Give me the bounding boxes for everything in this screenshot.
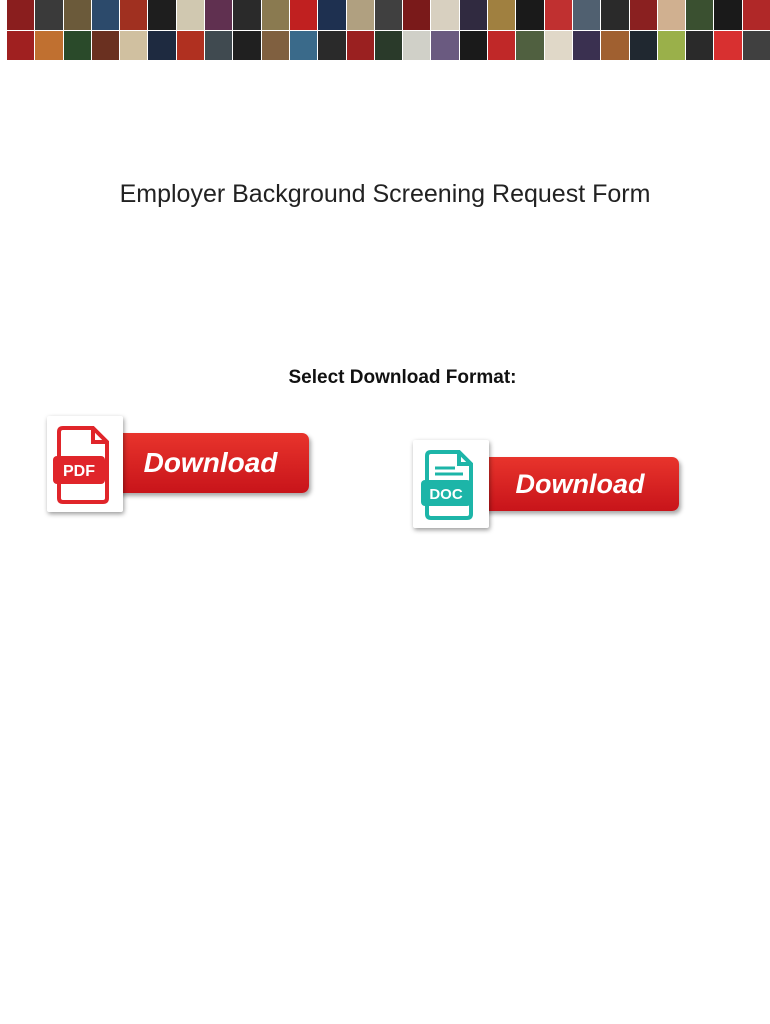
cover-thumbnail: [516, 31, 543, 61]
cover-thumbnail: [658, 0, 685, 30]
cover-thumbnail: [403, 31, 430, 61]
cover-thumbnail: [120, 31, 147, 61]
cover-thumbnail: [516, 0, 543, 30]
cover-thumbnail: [375, 31, 402, 61]
cover-thumbnail: [205, 31, 232, 61]
cover-thumbnail: [601, 31, 628, 61]
cover-thumbnail: [686, 0, 713, 30]
pdf-icon-label: PDF: [63, 463, 95, 480]
doc-icon-label: DOC: [429, 486, 463, 503]
cover-thumbnail: [177, 0, 204, 30]
doc-download-button[interactable]: [413, 440, 683, 530]
cover-thumbnail: [743, 0, 770, 30]
cover-thumbnail: [347, 0, 374, 30]
pdf-download-label: Download: [112, 433, 309, 493]
cover-thumbnail: [262, 31, 289, 61]
cover-collage-banner: [7, 0, 770, 61]
doc-file-card: [413, 440, 489, 528]
cover-thumbnail: [64, 31, 91, 61]
cover-thumbnail: [460, 31, 487, 61]
cover-thumbnail: [177, 31, 204, 61]
pdf-file-card: [47, 416, 123, 512]
cover-thumbnail: [35, 0, 62, 30]
pdf-file-icon: [47, 416, 123, 512]
cover-thumbnail: [714, 31, 741, 61]
cover-thumbnail: [347, 31, 374, 61]
cover-thumbnail: [7, 0, 34, 30]
cover-thumbnail: [290, 0, 317, 30]
cover-thumbnail: [35, 31, 62, 61]
cover-thumbnail: [92, 31, 119, 61]
cover-thumbnail: [7, 31, 34, 61]
cover-thumbnail: [545, 0, 572, 30]
cover-thumbnail: [630, 0, 657, 30]
cover-thumbnail: [714, 0, 741, 30]
cover-thumbnail: [601, 0, 628, 30]
cover-thumbnail: [64, 0, 91, 30]
doc-file-icon: [413, 440, 489, 528]
cover-thumbnail: [233, 0, 260, 30]
cover-thumbnail: [318, 0, 345, 30]
cover-thumbnail: [573, 0, 600, 30]
cover-thumbnail: [488, 0, 515, 30]
cover-thumbnail: [403, 0, 430, 30]
cover-thumbnail: [488, 31, 515, 61]
cover-thumbnail: [630, 31, 657, 61]
cover-thumbnail: [290, 31, 317, 61]
cover-thumbnail: [658, 31, 685, 61]
cover-thumbnail: [431, 0, 458, 30]
cover-thumbnail: [205, 0, 232, 30]
cover-thumbnail: [375, 0, 402, 30]
download-format-heading: Select Download Format:: [288, 367, 517, 388]
pdf-download-button[interactable]: [47, 416, 313, 514]
cover-thumbnail: [148, 0, 175, 30]
cover-thumbnail: [573, 31, 600, 61]
cover-thumbnail: [120, 0, 147, 30]
cover-thumbnail: [148, 31, 175, 61]
doc-download-label: Download: [481, 457, 679, 511]
cover-thumbnail: [431, 31, 458, 61]
cover-thumbnail: [233, 31, 260, 61]
page-title: Employer Background Screening Request Form: [119, 180, 651, 208]
cover-thumbnail: [545, 31, 572, 61]
cover-thumbnail: [686, 31, 713, 61]
cover-thumbnail: [318, 31, 345, 61]
cover-thumbnail: [460, 0, 487, 30]
cover-thumbnail: [262, 0, 289, 30]
cover-thumbnail: [743, 31, 770, 61]
cover-thumbnail: [92, 0, 119, 30]
